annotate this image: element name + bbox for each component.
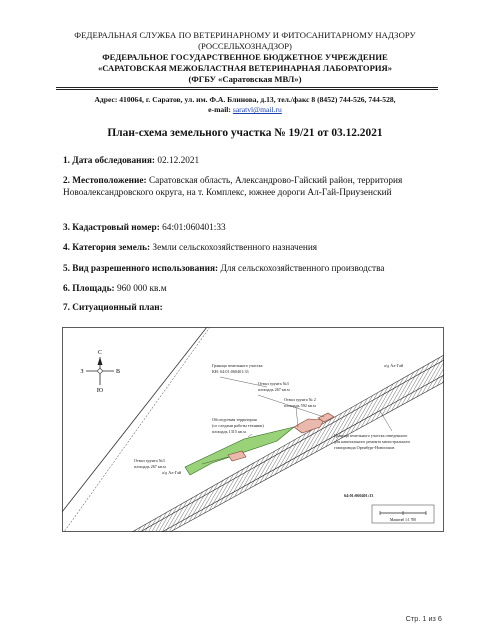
- item-date: [63, 155, 199, 167]
- institution-name: «САРАТОВСКАЯ МЕЖОБЛАСТНАЯ ВЕТЕРИНАРНАЯ ЛАБОРАТОРИЯ»: [97, 63, 393, 73]
- dump2-label: Отвал грунта № 2: [284, 397, 316, 402]
- road-label-right: а/д Ал-Гай: [384, 363, 404, 368]
- item-cadastral: [63, 222, 226, 234]
- dump2-area: площадь 592 кв.м: [284, 403, 316, 408]
- pipeline-label-3: газопровода Оренбург-Новопсков: [334, 445, 395, 450]
- boundary-cad: КН: 64:01:060401:33: [212, 369, 249, 374]
- page-number: Стр. 1 из 6: [405, 614, 442, 623]
- item-area-value: 960 000 кв.м: [116, 284, 167, 294]
- compass-west: З: [80, 369, 84, 375]
- surveyed-area-label: площадь 1315 кв.м: [212, 429, 246, 434]
- compass-east: В: [115, 369, 121, 375]
- item-use-label: 5. Вид разрешенного использования:: [63, 264, 219, 274]
- item-category-label: 4. Категория земель:: [63, 243, 151, 253]
- email-line: [0, 105, 490, 114]
- pipeline-label-2: для капитального ремонта магистрального: [334, 439, 411, 444]
- document-title: План-схема земельного участка № 19/21 от 03.12.2021: [107, 127, 383, 139]
- item-use: [63, 263, 385, 275]
- item-location-value: Саратовская область, Александрово-Гайский район, территория Новоалександровского округа, на т. Комплекс, южнее дороги Ал-Гай-Приузенский: [63, 176, 403, 198]
- item-date-value: 02.12.2021: [157, 156, 200, 166]
- item-category-value: Земли сельскохозяйственного назначения: [152, 243, 318, 253]
- item-location-label: 2. Местоположение:: [63, 176, 147, 186]
- dump3b-area: площадь 267 кв.м: [134, 464, 166, 469]
- header-rule: [56, 87, 438, 88]
- item-situation: [63, 302, 163, 314]
- item-area: [63, 283, 167, 295]
- surveyed-label: Обследуемая территория: [212, 417, 257, 422]
- institution-type: ФЕДЕРАЛЬНОЕ ГОСУДАРСТВЕННОЕ БЮДЖЕТНОЕ УЧРЕЖДЕНИЕ: [102, 52, 388, 62]
- item-location: [63, 175, 443, 199]
- road-label-left: а/д Ал-Гай: [162, 470, 182, 475]
- header-rule-thin: [56, 89, 438, 90]
- item-cadastral-value: 64:01:060401:33: [162, 223, 226, 233]
- pipeline-label-1: Граница земельного участка отведенного: [334, 433, 408, 438]
- boundary-label: Граница земельного участка: [212, 363, 263, 368]
- dump3b-label: Отвал грунта №3: [134, 458, 165, 463]
- email-label: e-mail:: [208, 105, 231, 114]
- dump3a-label: Отвал грунта №3: [258, 381, 289, 386]
- scale-label: Масштаб 1:1 700: [390, 518, 416, 522]
- item-use-value: Для сельскохозяйственного производства: [220, 264, 385, 274]
- item-situation-label: 7. Ситуационный план:: [63, 303, 163, 313]
- plan-frame: [63, 328, 444, 532]
- dump3a-area: площадь 267 кв.м: [258, 387, 290, 392]
- agency-abbr: (РОССЕЛЬХОЗНАДЗОР): [198, 41, 292, 51]
- item-date-label: 1. Дата обследования:: [63, 156, 156, 166]
- email-link[interactable]: saratvl@mail.ru: [232, 105, 282, 114]
- institution-abbr: (ФГБУ «Саратовская МВЛ»): [188, 74, 302, 84]
- situation-plan: [62, 327, 444, 532]
- item-cadastral-label: 3. Кадастровый номер:: [63, 223, 160, 233]
- surveyed-note: (со следами работы техники): [212, 423, 264, 428]
- address-line: Адрес: 410064, г. Саратов, ул. им. Ф.А. Блинова, д.13, тел./факс 8 (8452) 744-526, 744-528,: [94, 95, 396, 104]
- scale-box: [372, 505, 434, 523]
- agency-name: ФЕДЕРАЛЬНАЯ СЛУЖБА ПО ВЕТЕРИНАРНОМУ И ФИТОСАНИТАРНОМУ НАДЗОРУ: [74, 30, 416, 40]
- compass-south: Ю: [96, 388, 104, 394]
- item-area-label: 6. Площадь:: [63, 284, 115, 294]
- cadastral-number-label: 64:01:060401:33: [344, 493, 374, 498]
- item-category: [63, 242, 317, 254]
- compass-north: С: [97, 350, 103, 356]
